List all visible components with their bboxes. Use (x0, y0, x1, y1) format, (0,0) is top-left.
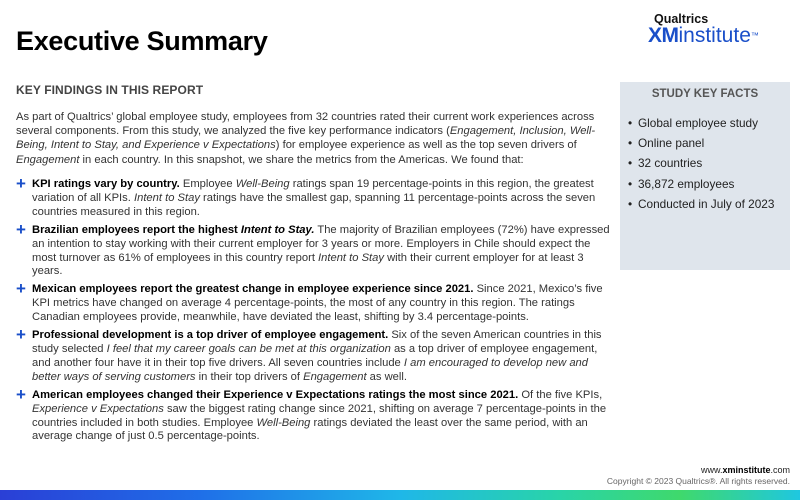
text-run: in their top drivers of (195, 370, 304, 383)
bullet-icon: • (628, 176, 633, 191)
trademark-icon: ™ (750, 31, 759, 40)
bullet-icon: • (628, 136, 633, 151)
text-run: KPI ratings vary by country. (32, 178, 180, 190)
findings-list (16, 174, 612, 448)
text-run: American employees changed their Experience v Expectations ratings the most since 2021. (32, 388, 519, 401)
text-run: Intent to Stay (133, 191, 200, 204)
study-fact-item (628, 197, 790, 211)
finding-item (16, 325, 612, 385)
text-run: Mexican employees report the greatest change in employee experience since 2021. (32, 283, 474, 296)
study-fact-text: Global employee study (638, 116, 759, 130)
plus-icon: + (16, 174, 26, 193)
logo-xm-text: XM (648, 24, 679, 47)
study-fact-item (628, 156, 790, 170)
text-run: Well-Being (256, 416, 311, 429)
study-key-facts-heading: STUDY KEY FACTS (651, 88, 759, 100)
plus-icon: + (16, 279, 26, 299)
logo-institute-text: institute (678, 24, 751, 47)
text-run: Brazilian employees report the highest (32, 223, 241, 236)
finding-item (16, 219, 612, 280)
footer (607, 465, 790, 487)
study-fact-text: 32 countries (638, 156, 703, 171)
text-run: Employee (179, 178, 236, 190)
text-run: ratings span 19 percentage-points in this region, the greatest variation of all KPIs. (32, 178, 594, 204)
text-run: Well-Being (235, 178, 290, 190)
logo-qualtrics-text: Qualtrics (654, 12, 709, 26)
footer-url[interactable]: www.xminstitute.com (700, 465, 790, 475)
text-run: ratings have the smallest gap, spanning 11 percentage-points across the seven countries measured in this region. (32, 191, 596, 218)
text-run: Intent to Stay. (240, 223, 315, 236)
study-fact-item (628, 136, 790, 150)
text-run: Since 2021, Mexico’s five KPI metrics have changed on average 4 percentage-points, the most of any country in this region. The ratings Canadian employees provide, meanwhile, have deviated the least, shifting by 3.4 percentage-points. (32, 283, 603, 324)
study-fact-text: 36,872 employees (638, 176, 735, 191)
study-fact-item (628, 177, 790, 191)
study-facts-list (620, 116, 790, 211)
text-run: The majority of Brazilian employees (72%) have expressed an intention to stay working with their current employer for 3 years or more. Employers in Chile should expect the most turnover as 61% of employees in this country report (32, 223, 610, 264)
xm-institute-logo (648, 12, 784, 47)
study-key-facts-panel (620, 82, 790, 270)
text-run: Engagement, Inclusion, Well-Being, Intent to Stay, and Experience v Expectations (16, 125, 596, 152)
page-title: Executive Summary (16, 26, 268, 56)
bullet-icon: • (628, 116, 633, 130)
text-run: Engagement (303, 370, 367, 383)
finding-item (16, 279, 612, 325)
text-run: ) for employee experience as well as the top seven drivers of (275, 139, 577, 152)
text-run: Experience v Expectations (32, 402, 164, 415)
text-run: Engagement (16, 153, 80, 166)
plus-icon: + (16, 219, 26, 239)
finding-item (16, 384, 612, 445)
study-fact-item (628, 116, 790, 130)
text-run: I am encouraged to develop new and better ways of serving customers (32, 356, 588, 383)
text-run: as a top driver of employee engagement, and another four have it in their top five drivers. All seven countries include (32, 342, 598, 369)
study-fact-text: Online panel (638, 136, 705, 151)
text-run: Of the five KPIs, (518, 388, 603, 401)
text-run: I feel that my career goals can be met at this organization (106, 342, 391, 355)
plus-icon: + (16, 325, 26, 345)
text-run: as well. (366, 370, 407, 383)
text-run: As part of Qualtrics’ global employee study, employees from 32 countries rated their current work experiences across several components. From this study, we analyzed the five key performance indicators ( (16, 111, 595, 138)
intro-paragraph (16, 110, 612, 167)
finding-item (16, 174, 612, 220)
study-fact-text: Conducted in July of 2023 (638, 196, 775, 211)
text-run: Six of the seven American countries in this study selected (32, 329, 602, 355)
text-run: Professional development is a top driver of employee engagement. (32, 329, 389, 342)
plus-icon: + (16, 384, 26, 404)
text-run: saw the biggest rating change since 2021, shifting on average 7 percentage-points in the countries included in both studies. Employee (32, 402, 607, 429)
text-run: with their current employer for at least 3 years. (32, 251, 584, 278)
bullet-icon: • (628, 156, 633, 171)
key-findings-heading: KEY FINDINGS IN THIS REPORT (16, 83, 204, 97)
footer-copyright: Copyright © 2023 Qualtrics®. All rights reserved. (606, 476, 790, 486)
gradient-footer-bar (0, 490, 800, 500)
bullet-icon: • (628, 196, 633, 211)
text-run: in each country. In this snapshot, we share the metrics from the Americas. We found that: (79, 153, 524, 166)
text-run: Intent to Stay (318, 251, 384, 264)
text-run: ratings deviated the least over the same period, with an average change of just 0.5 percentage-points. (32, 416, 588, 443)
